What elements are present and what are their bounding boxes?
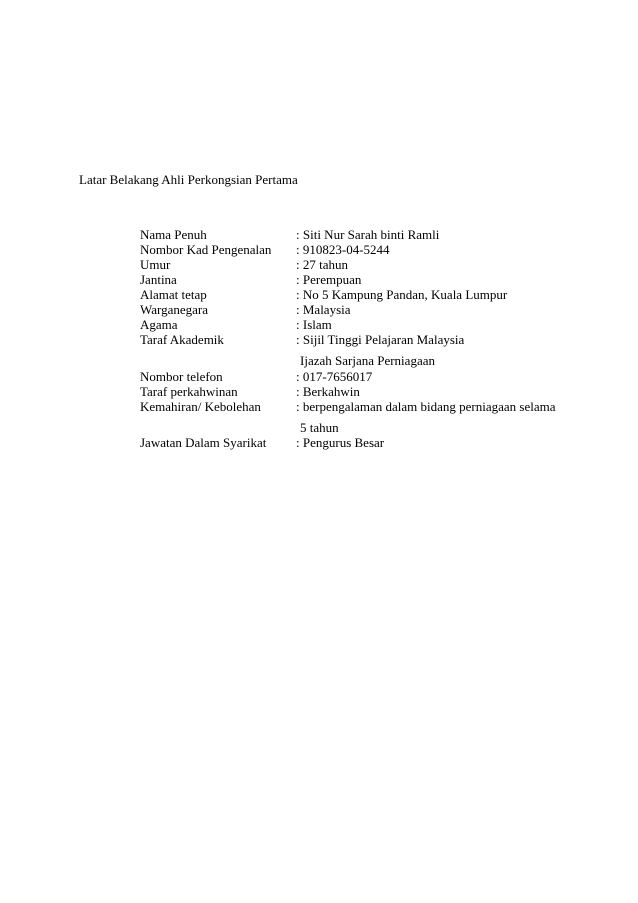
field-value: : Perempuan — [296, 272, 362, 287]
document-heading: Latar Belakang Ahli Perkongsian Pertama — [79, 172, 298, 187]
field-value: : Malaysia — [296, 302, 351, 317]
field-label: Kemahiran/ Kebolehan — [140, 399, 261, 414]
field-value: : 27 tahun — [296, 257, 348, 272]
field-label: Nama Penuh — [140, 227, 207, 242]
field-label: Alamat tetap — [140, 287, 207, 302]
field-value: : Berkahwin — [296, 384, 360, 399]
field-value: : 017-7656017 — [296, 369, 373, 384]
field-label: Agama — [140, 317, 178, 332]
field-value: : Sijil Tinggi Pelajaran Malaysia — [296, 332, 465, 347]
field-label: Warganegara — [140, 302, 209, 317]
field-label: Jantina — [140, 272, 177, 287]
field-label: Nombor telefon — [140, 369, 223, 384]
field-label: Umur — [140, 257, 171, 272]
field-value: : Islam — [296, 317, 332, 332]
field-label: Jawatan Dalam Syarikat — [140, 435, 267, 450]
field-label: Taraf Akademik — [140, 332, 224, 347]
field-label: Taraf perkahwinan — [140, 384, 238, 399]
field-value: : 910823-04-5244 — [296, 242, 390, 257]
field-continuation-kemahiran: 5 tahun — [300, 420, 339, 435]
field-value: : Pengurus Besar — [296, 435, 385, 450]
field-value: : No 5 Kampung Pandan, Kuala Lumpur — [296, 287, 508, 302]
field-value: : berpengalaman dalam bidang perniagaan selama — [296, 399, 556, 414]
field-label: Nombor Kad Pengenalan — [140, 242, 272, 257]
field-continuation-taraf-akademik: Ijazah Sarjana Perniagaan — [300, 353, 435, 368]
field-value: : Siti Nur Sarah binti Ramli — [296, 227, 440, 242]
